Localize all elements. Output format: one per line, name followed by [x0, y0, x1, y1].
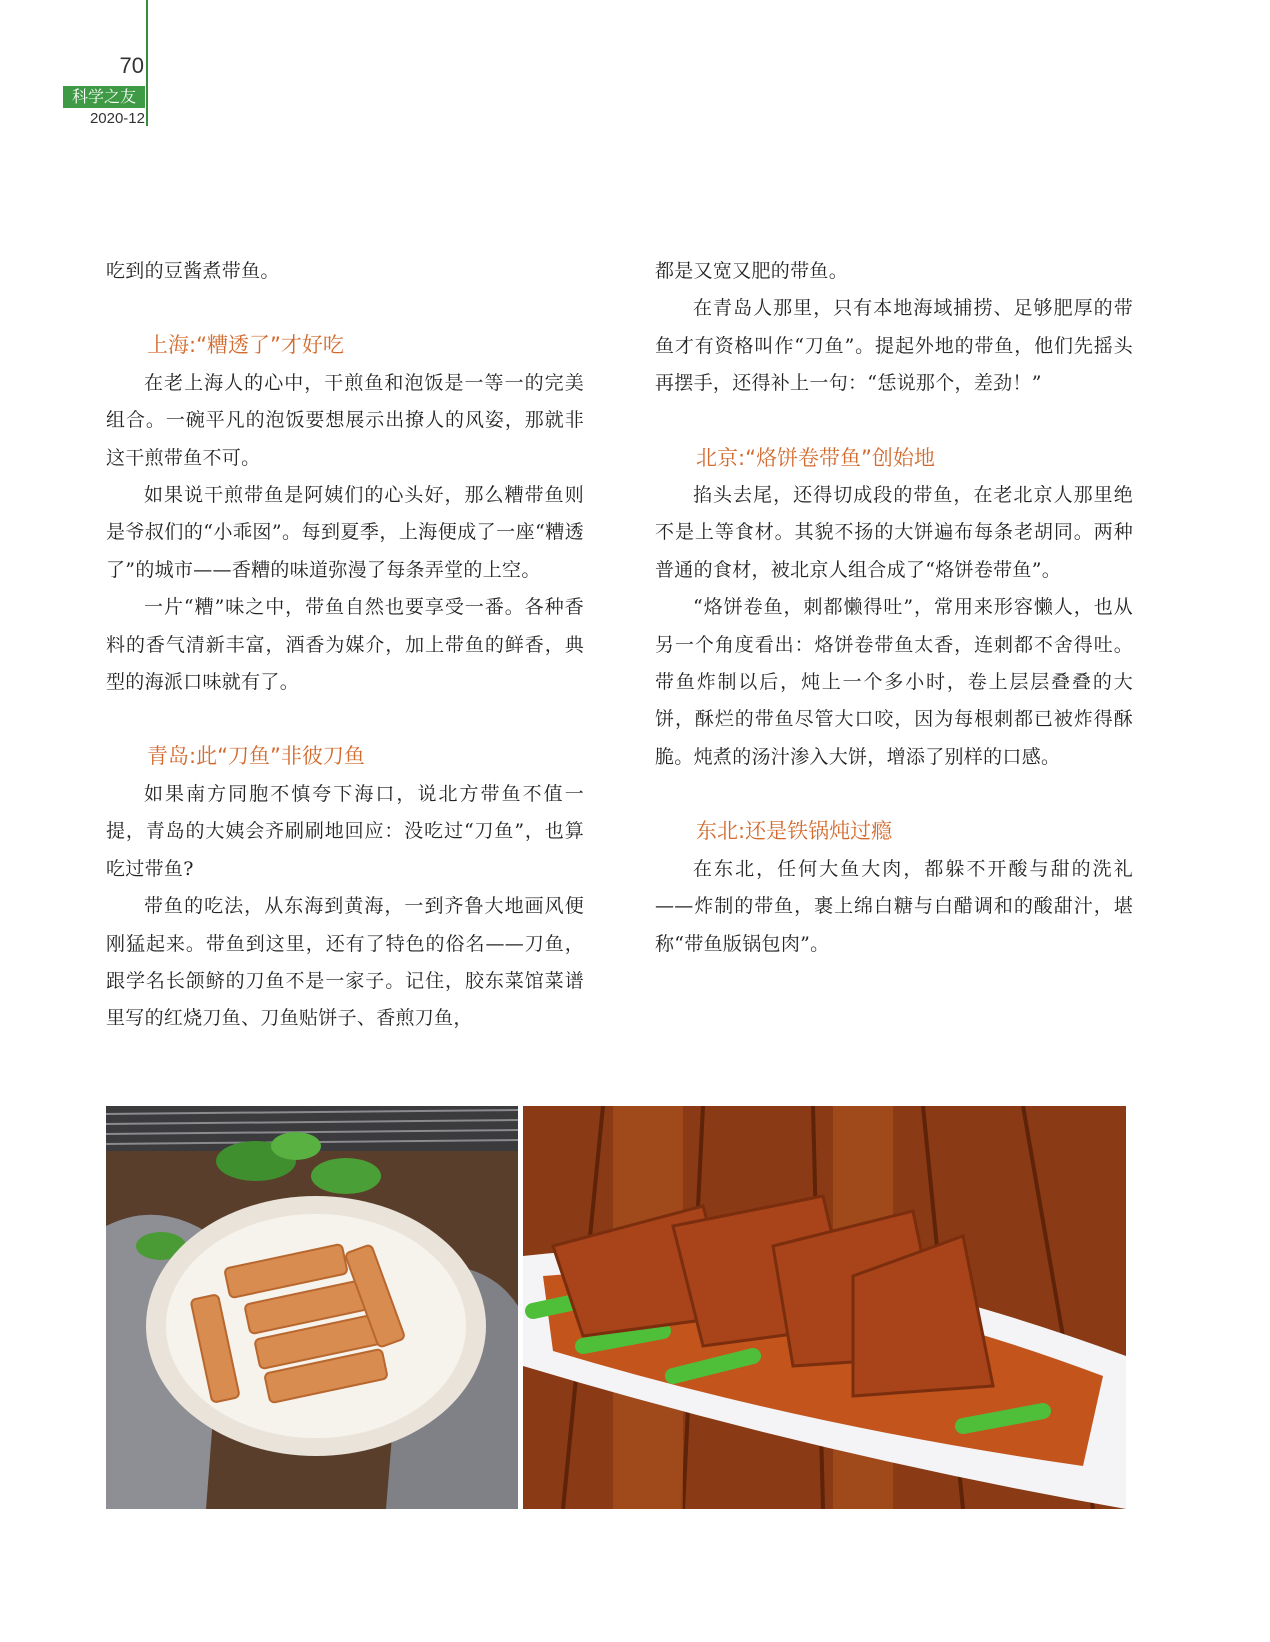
sweet-sour-hairtail-photo — [523, 1106, 1126, 1509]
fried-hairtail-plate-photo — [106, 1106, 518, 1509]
paragraph: 一片“糟”味之中，带鱼自然也要享受一番。各种香料的香气清新丰富，酒香为媒介，加上带鱼的鲜香，典型的海派口味就有了。 — [106, 596, 584, 694]
left-column — [106, 253, 584, 1038]
paragraph: 在老上海人的心中，干煎鱼和泡饭是一等一的完美组合。一碗平凡的泡饭要想展示出撩人的风姿，那就非这干煎带鱼不可。 — [106, 371, 584, 469]
header-rule — [146, 0, 148, 126]
paragraph: “烙饼卷鱼，刺都懒得吐”，常用来形容懒人，也从另一个角度看出：烙饼卷带鱼太香，连刺都不舍得吐。带鱼炸制以后，炖上一个多小时，卷上层层叠叠的大饼，酥烂的带鱼尽管大口咬，因为每根刺都已被炸得酥脆。炖煮的汤汁渗入大饼，增添了别样的口感。 — [655, 596, 1133, 768]
section-heading-beijing: 北京:“烙饼卷带鱼”创始地 — [696, 445, 935, 470]
paragraph: 在青岛人那里，只有本地海域捕捞、足够肥厚的带鱼才有资格叫作“刀鱼”。提起外地的带鱼，他们先摇头再摆手，还得补上一句：“恁说那个，差劲！” — [655, 297, 1133, 395]
paragraph: 带鱼的吃法，从东海到黄海，一到齐鲁大地画风便刚猛起来。带鱼到这里，还有了特色的俗名——刀鱼，跟学名长颌鲚的刀鱼不是一家子。记住，胶东菜馆菜谱里写的红烧刀鱼、刀鱼贴饼子、香煎刀鱼， — [106, 895, 584, 1030]
section-heading-dongbei: 东北:还是铁锅炖过瘾 — [696, 819, 893, 844]
section-heading-qingdao: 青岛:此“刀鱼”非彼刀鱼 — [147, 744, 365, 769]
paragraph: 如果南方同胞不慎夸下海口，说北方带鱼不值一提，青岛的大姨会齐刷刷地回应：没吃过“刀鱼”，也算吃过带鱼? — [106, 782, 584, 880]
paragraph: 如果说干煎带鱼是阿姨们的心头好，那么糟带鱼则是爷叔们的“小乖囡”。每到夏季，上海便成了一座“糟透了”的城市——香糟的味道弥漫了每条弄堂的上空。 — [106, 484, 584, 581]
section-heading-shanghai: 上海:“糟透了”才好吃 — [147, 333, 344, 358]
right-column — [655, 253, 1133, 963]
page-number: 70 — [119, 53, 144, 78]
paragraph: 都是又宽又肥的带鱼。 — [655, 260, 849, 282]
magazine-name: 科学之友 — [63, 86, 145, 108]
paragraph: 吃到的豆酱煮带鱼。 — [106, 260, 280, 282]
paragraph: 在东北，任何大鱼大肉，都躲不开酸与甜的洗礼——炸制的带鱼，裹上绵白糖与白醋调和的酸甜汁，堪称“带鱼版锅包肉”。 — [655, 857, 1133, 955]
issue-date: 2020-12 — [89, 110, 145, 127]
paragraph: 掐头去尾，还得切成段的带鱼，在老北京人那里绝不是上等食材。其貌不扬的大饼遍布每条老胡同。两种普通的食材，被北京人组合成了“烙饼卷带鱼”。 — [655, 484, 1133, 581]
